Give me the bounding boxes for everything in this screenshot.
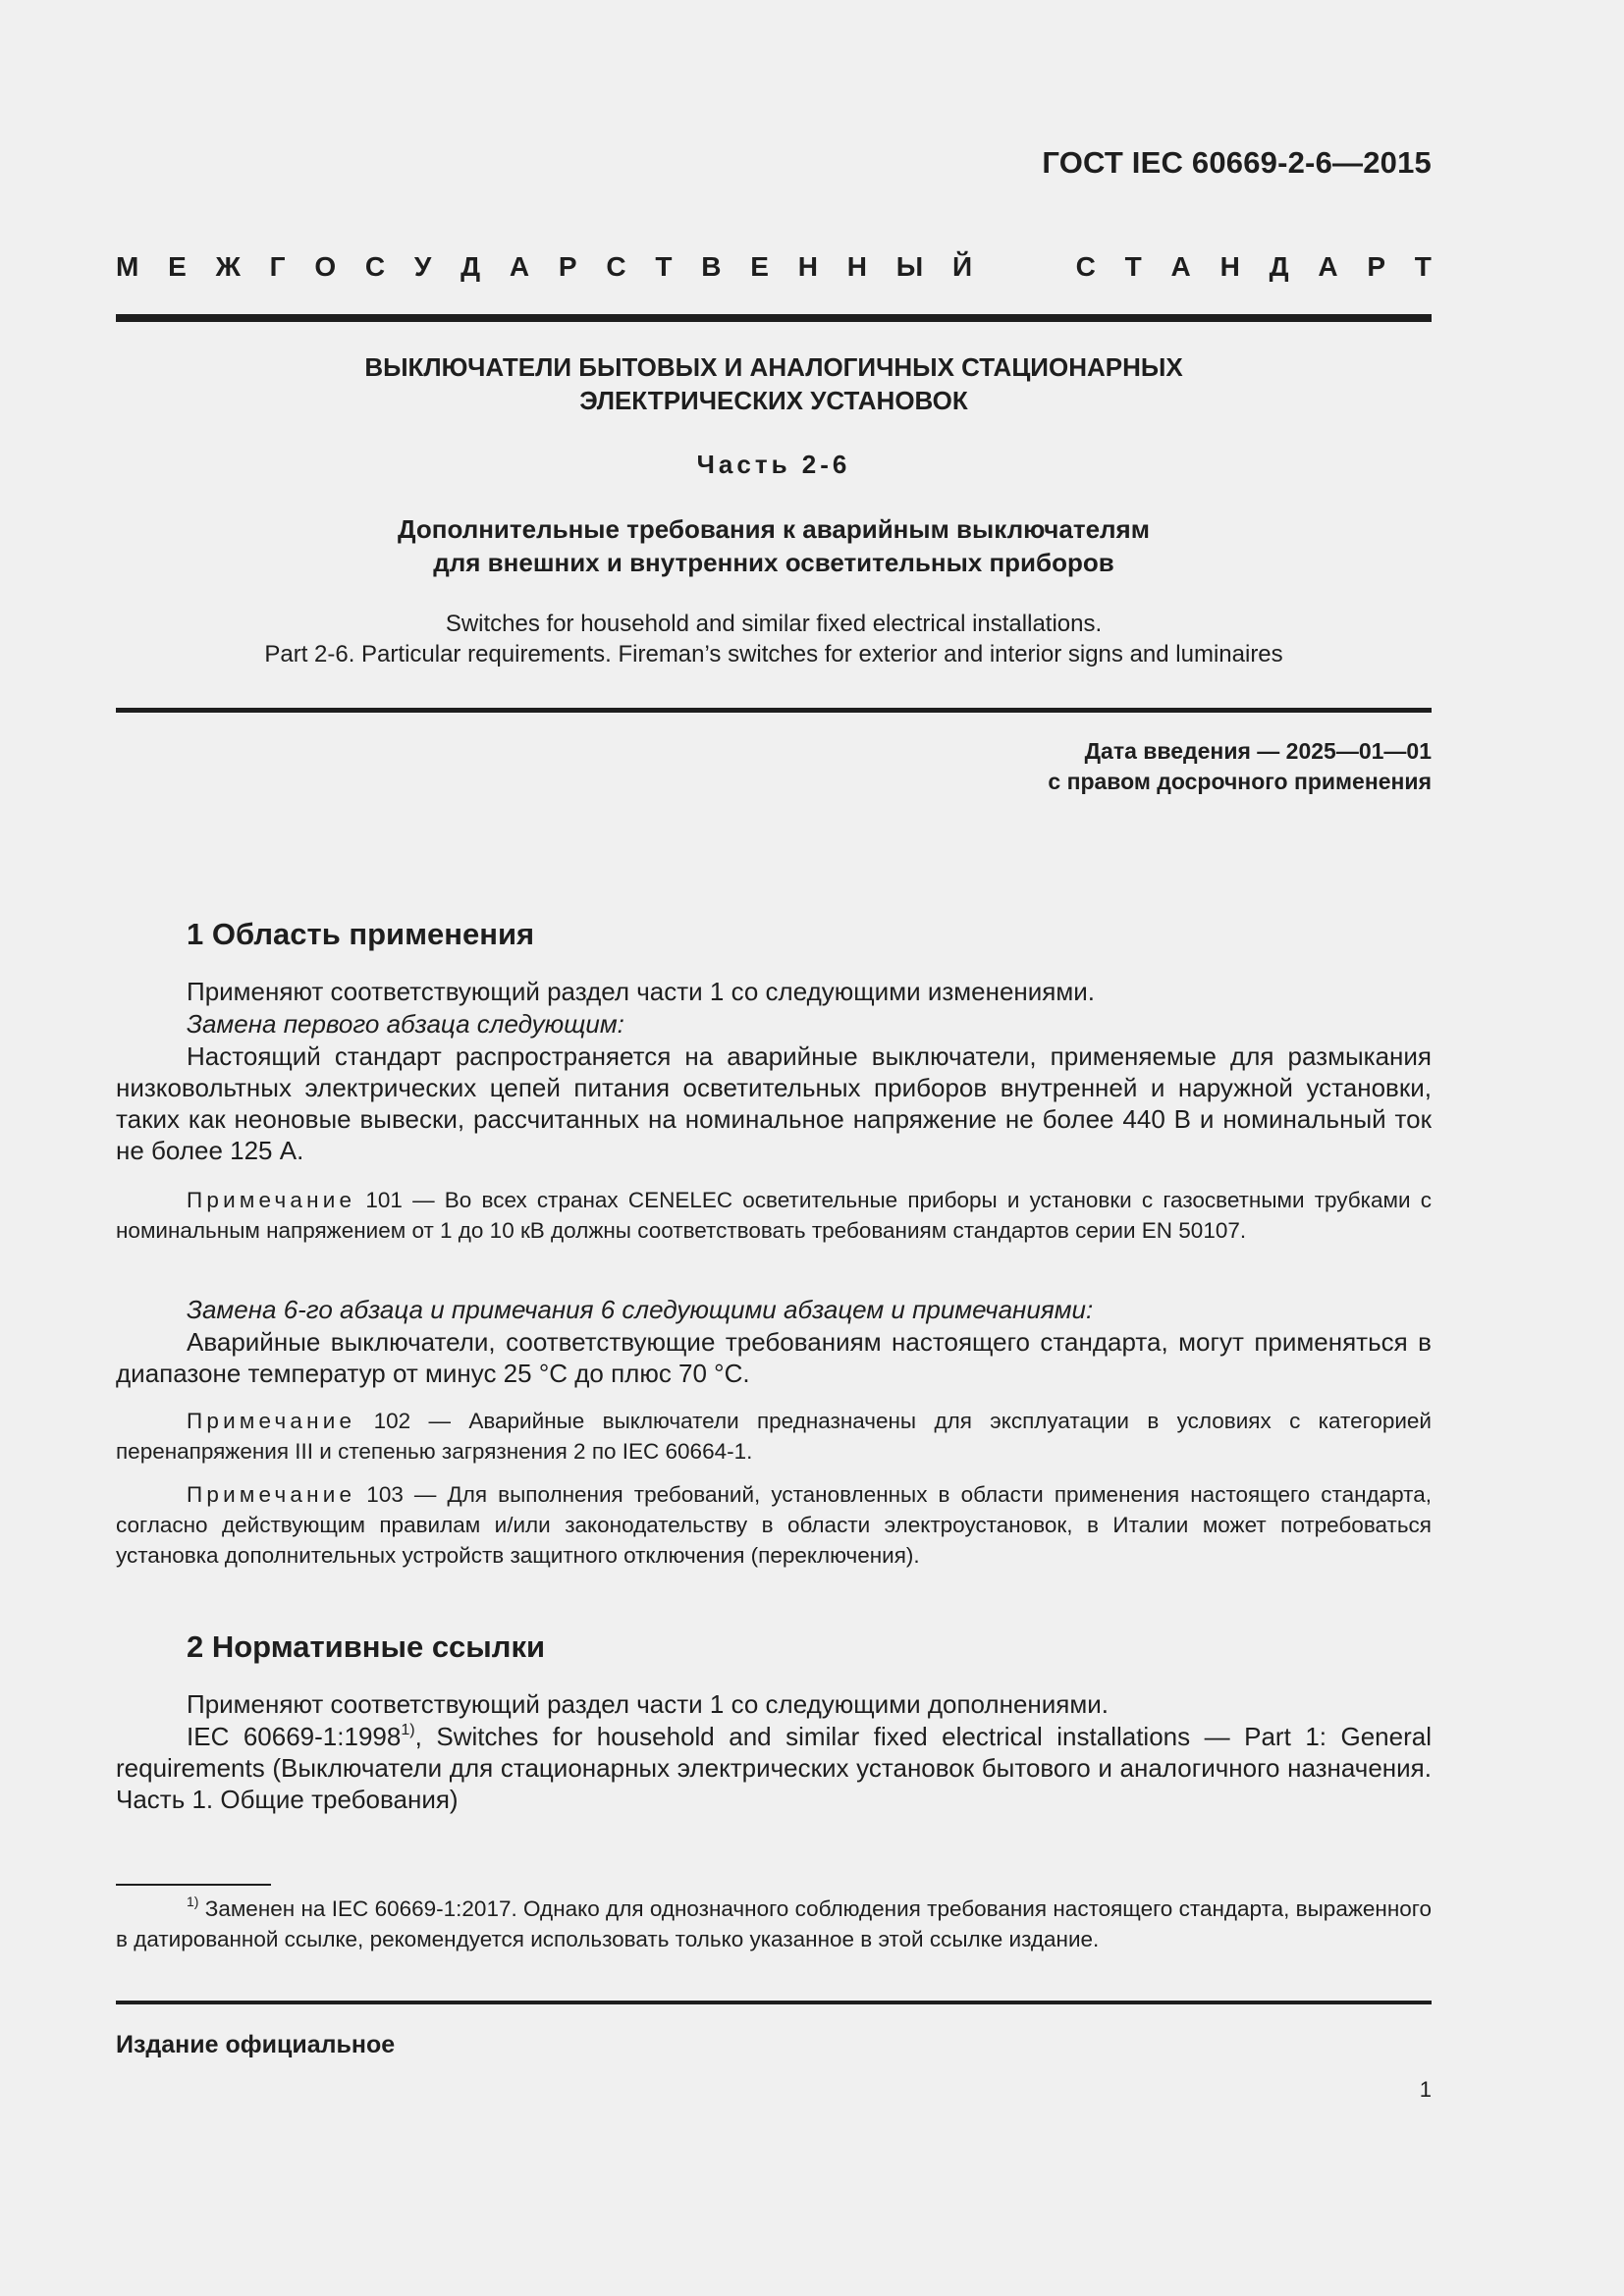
document-page xyxy=(116,0,1432,2296)
note-102: Примечание 102 — Аварийные выключатели предназначены для эксплуатации в условиях с категорией перенапряжения III и степенью загрязнения 2 по IEC 60664-1. xyxy=(116,1409,1432,1464)
part-label: Часть 2-6 xyxy=(696,450,851,479)
official-edition-label: Издание официальное xyxy=(116,2031,396,2058)
footnote: $^{1)}$ Заменен на IEC 60669-1:2017. Однако для однозначного соблюдения требования настоящего стандарта, выраженного в датированной ссылке, рекомендуется использовать только указанное в этой ссылке издание. xyxy=(116,1894,1432,1951)
page-number: 1 xyxy=(1419,2077,1432,2102)
section-2-heading: 2 Нормативные ссылки xyxy=(187,1629,546,1664)
section-1-paragraph: Применяют соответствующий раздел части 1 со следующими изменениями. xyxy=(187,977,1096,1006)
section-1-amendment-2: Замена 6-го абзаца и примечания 6 следующими абзацем и примечаниями: xyxy=(187,1295,1094,1324)
section-2-paragraph: Применяют соответствующий раздел части 1 со следующими дополнениями. xyxy=(187,1689,1109,1719)
title-rule xyxy=(116,708,1432,713)
section-1-scope-text: Настоящий стандарт распространяется на аварийные выключатели, применяемые для размыкания низковольтных электрических цепей питания осветительных приборов внутренней и наружной установки, таких как неоновые вывески, рассчитанных на номинальное напряжение не более 440 В и номинальный ток не более 125 А. xyxy=(116,1041,1432,1165)
note-101: Примечание 101 — Во всех странах CENELEC осветительные приборы и установки с газосветными трубками с номинальным напряжением от 1 до 10 кВ должны соответствовать требованиям стандартов серии EN 50107. xyxy=(116,1188,1432,1243)
introduction-date: Дата введения — 2025—01—01 с правом досрочного применения xyxy=(1048,738,1432,794)
header-rule xyxy=(116,314,1432,322)
note-103: Примечание 103 — Для выполнения требований, установленных в области применения настоящего стандарта, согласно действующим правилам и/или законодательству в области электроустановок, в Италии может потребоваться установка дополнительных устройств защитного отключения (переключения). xyxy=(116,1482,1432,1568)
footnote-rule xyxy=(116,1884,271,1886)
document-subtitle: Дополнительные требования к аварийным выключателям для внешних и внутренних осветительных приборов xyxy=(398,514,1150,577)
document-title: ВЫКЛЮЧАТЕЛИ БЫТОВЫХ И АНАЛОГИЧНЫХ СТАЦИОНАРНЫХ ЭЛЕКТРИЧЕСКИХ УСТАНОВОК xyxy=(364,352,1183,415)
standard-kind-heading: М Е Ж Г О С У Д А Р С Т В Е Н Н Ы Й С Т А Н Д А Р Т xyxy=(116,251,1432,282)
english-title: Switches for household and similar fixed electrical installations. Part 2-6. Particular requirements. Fireman’s switches for exterior and interior signs and luminaires xyxy=(264,611,1283,667)
section-1-heading: 1 Область применения xyxy=(187,917,535,951)
document-number: ГОСТ IEC 60669-2-6—2015 xyxy=(1042,145,1432,180)
section-1-amendment: Замена первого абзаца следующим: xyxy=(187,1009,624,1039)
normative-reference: IEC 60669-1:1998$^{1)}$, Switches for household and similar fixed electrical installations — Part 1: General requirements (Выключатели для стационарных электрических установок бытового и аналогичного назначения. Часть 1. Общие требования) xyxy=(116,1720,1432,1814)
footer-rule xyxy=(116,2001,1432,2004)
section-1-temperature-text: Аварийные выключатели, соответствующие требованиям настоящего стандарта, могут применяться в диапазоне температур от минус 25 °C до плюс 70 °C. xyxy=(116,1327,1432,1388)
footnote-reference[interactable]: 1) xyxy=(401,1720,415,1738)
